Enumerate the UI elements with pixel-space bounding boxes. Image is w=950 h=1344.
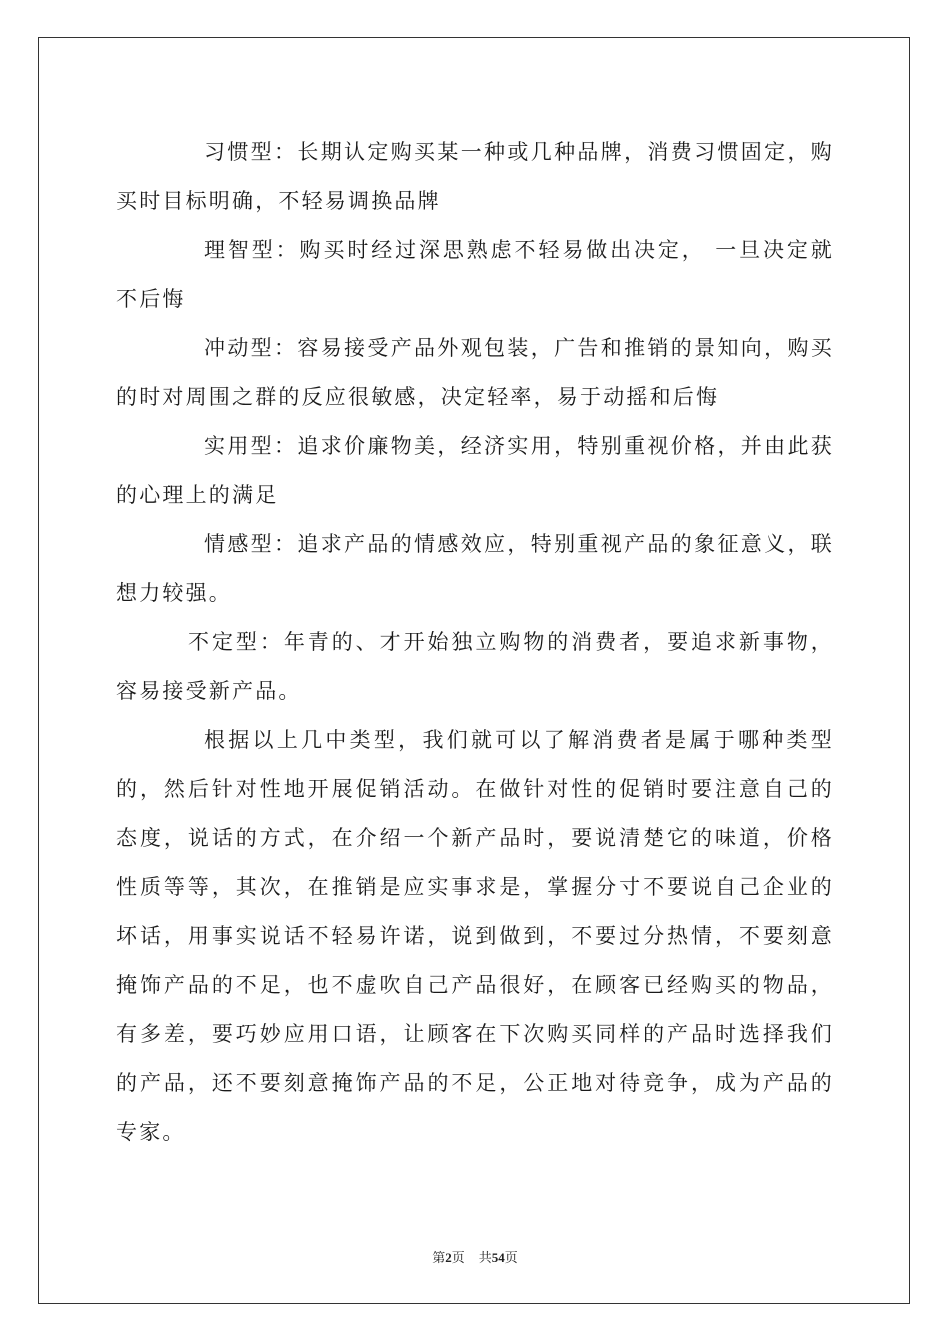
total-pages-number: 54 xyxy=(491,1250,505,1265)
total-pages-suffix: 页 xyxy=(504,1250,518,1265)
page-number-suffix: 页 xyxy=(451,1250,465,1265)
paragraph-undecided-type: 不定型：年青的、才开始独立购物的消费者，要追求新事物，容易接受新产品。 xyxy=(116,630,834,703)
paragraph-emotional-type: 情感型：追求产品的情感效应，特别重视产品的象征意义，联想力较强。 xyxy=(116,532,834,605)
page-number-prefix: 第 xyxy=(432,1250,446,1265)
total-pages-prefix: 共 xyxy=(478,1250,492,1265)
current-page-number: 2 xyxy=(445,1250,452,1265)
paragraph-rational-type: 理智型：购买时经过深思熟虑不轻易做出决定， 一旦决定就不后悔 xyxy=(116,238,834,311)
paragraph-practical-type: 实用型：追求价廉物美，经济实用，特别重视价格，并由此获的心理上的满足 xyxy=(116,434,834,507)
paragraph-impulse-type: 冲动型：容易接受产品外观包装，广告和推销的景知向，购买的时对周围之群的反应很敏感，决定轻率，易于动摇和后悔 xyxy=(116,336,834,409)
paragraph-summary: 根据以上几中类型，我们就可以了解消费者是属于哪种类型的，然后针对性地开展促销活动。在做针对性的促销时要注意自己的态度，说话的方式，在介绍一个新产品时，要说清楚它的味道，价格性质等等，其次，在推销是应实事求是，掌握分寸不要说自己企业的坏话，用事实说话不轻易许诺，说到做到，不要过分热情，不要刻意掩饰产品的不足，也不虚吹自己产品很好，在顾客已经购买的物品，有多差，要巧妙应用口语，让顾客在下次购买同样的产品时选择我们的产品，还不要刻意掩饰产品的不足，公正地对待竞争，成为产品的专家。 xyxy=(116,728,834,1144)
document-body xyxy=(116,128,834,1157)
page-footer xyxy=(0,1247,950,1266)
paragraph-habit-type: 习惯型：长期认定购买某一种或几种品牌，消费习惯固定，购买时目标明确，不轻易调换品牌 xyxy=(116,140,834,213)
